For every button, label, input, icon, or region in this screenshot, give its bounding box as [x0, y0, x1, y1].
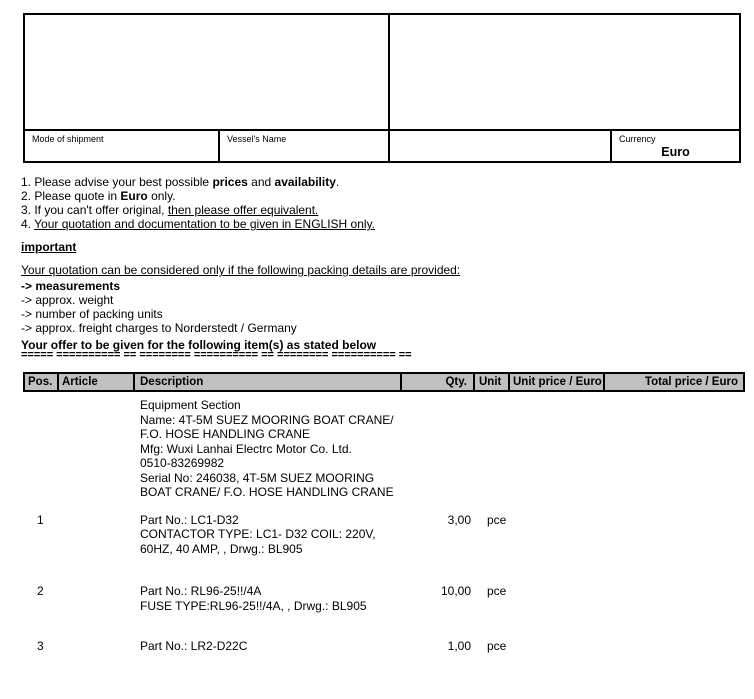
packing-details-section: [21, 263, 460, 335]
header-pos: Pos.: [25, 374, 59, 390]
table-row-equipment-section: [23, 398, 745, 500]
reference-blank-cell: [390, 15, 739, 129]
packing-item-measurements: -> measurements: [21, 279, 121, 293]
cell-description: Part No.: LC1-D32 CONTACTOR TYPE: LC1- D32 COIL: 220V, 60HZ, 40 AMP, , Drwg.: BL905: [140, 512, 376, 556]
shipment-header-table: [23, 13, 741, 163]
header-description: Description: [135, 374, 402, 390]
packing-item-units: -> number of packing units: [21, 307, 163, 321]
cell-description: Part No.: LR2-D22C: [140, 639, 248, 653]
cell-qty: 1,00: [447, 639, 471, 653]
header-total-price: Total price / Euro: [644, 376, 738, 388]
vessels-name-label: Vessel's Name: [227, 134, 287, 144]
mode-of-shipment-label: Mode of shipment: [32, 134, 104, 144]
cell-unit: pce: [487, 639, 507, 653]
offer-heading: Your offer to be given for the following item(s) as stated below: [21, 338, 377, 352]
blank-cell: [390, 131, 612, 161]
vessels-name-cell: [220, 131, 390, 161]
packing-item-weight: -> approx. weight: [21, 293, 114, 307]
important-heading: important: [21, 240, 77, 254]
currency-value: Euro: [661, 145, 690, 159]
items-table-header: [23, 372, 745, 392]
header-article: Article: [59, 374, 135, 390]
packing-item-freight: -> approx. freight charges to Norderstedt / Germany: [21, 321, 297, 335]
mode-of-shipment-cell: [25, 131, 220, 161]
separator-line: ===== ========== == ======== ========== == ======== ========== ==: [21, 349, 412, 361]
cell-qty: 3,00: [447, 512, 471, 527]
currency-label: Currency: [619, 134, 656, 144]
note-line-3: 3. If you can't offer original, then please offer equivalent.: [21, 203, 319, 217]
cell-pos: 2: [37, 584, 44, 598]
currency-cell: [612, 131, 739, 161]
header-unit: Unit: [475, 374, 510, 390]
note-line-2: 2. Please quote in Euro only.: [21, 189, 176, 203]
shipment-table-bottom-row: [25, 129, 739, 161]
cell-unit: pce: [487, 584, 507, 598]
cell-qty: 10,00: [440, 584, 471, 598]
header-unit-price: Unit price / Euro: [510, 374, 605, 390]
items-table-body: [23, 398, 745, 654]
table-row-item-2: [23, 584, 745, 613]
quotation-notes-list: [21, 175, 375, 231]
cell-description: Equipment Section Name: 4T-5M SUEZ MOORING BOAT CRANE/ F.O. HOSE HANDLING CRANE Mfg: Wuxi Lanhai Electrc Motor Co. Ltd. 0510-83269982 Serial No: 246038, 4T-5M SUEZ MOORING BOAT CRANE/ F.O. HOSE HANDLING CRANE: [140, 398, 394, 499]
cell-pos: 1: [37, 512, 44, 527]
note-line-4: 4. Your quotation and documentation to be given in ENGLISH only.: [21, 217, 376, 231]
cell-unit: pce: [487, 512, 507, 527]
shipment-table-top-row: [25, 15, 739, 129]
table-row-item-1: [23, 513, 745, 557]
packing-intro-line: Your quotation can be considered only if the following packing details are provided:: [21, 263, 461, 277]
cell-pos: 3: [37, 639, 44, 653]
note-line-1: 1. Please advise your best possible prices and availability.: [21, 175, 340, 189]
cell-description: Part No.: RL96-25!!/4A FUSE TYPE:RL96-25!!/4A, , Drwg.: BL905: [140, 584, 367, 613]
address-blank-cell: [25, 15, 390, 129]
header-qty: Qty.: [402, 374, 475, 390]
table-row-item-3: [23, 639, 745, 654]
